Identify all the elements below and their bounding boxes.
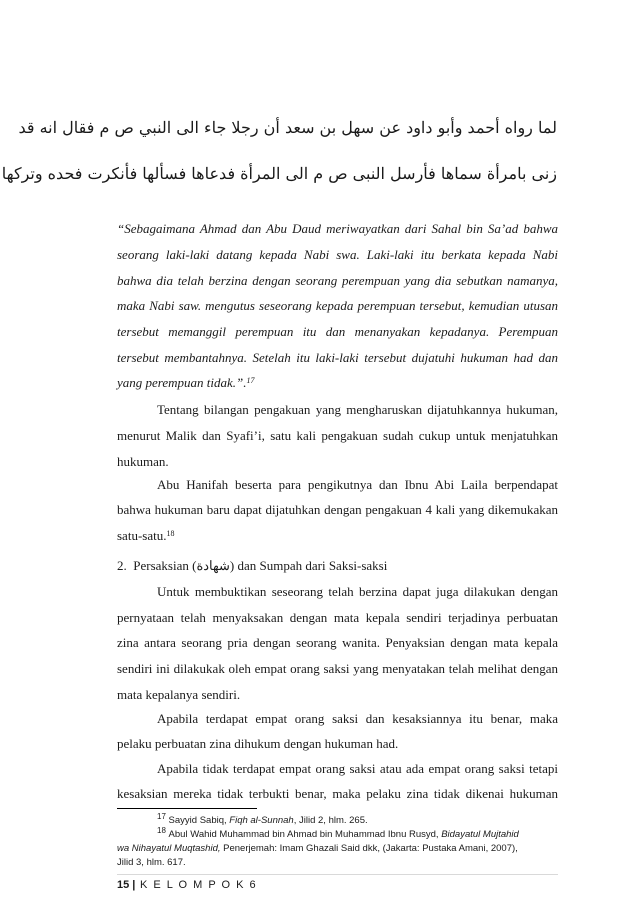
- section-title-arabic: شهادة: [196, 559, 230, 574]
- footnote-text: Penerjemah: Imam Ghazali Said dkk, (Jakarta: Pustaka Amani, 2007),: [220, 843, 518, 854]
- translation-line: maka Nabi saw. mengutus seseorang kepada perempuan tersebut, kemudian utusan: [117, 298, 558, 313]
- paragraph-line: pelaku perbuatan zina dihukum dengan hukuman had.: [117, 736, 399, 751]
- translation-line: “Sebagaimana Ahmad dan Abu Daud meriwayatkan dari Sahal bin Sa’ad bahwa: [117, 221, 558, 236]
- arabic-text-line-1: لما رواه أحمد وأبو داود عن سهل بن سعد أن رجلا جاء الى النبي ص م فقال انه قد: [18, 118, 557, 137]
- footer-rule: [117, 874, 558, 875]
- footnote-18-line-3: Jilid 3, hlm. 617.: [117, 857, 186, 868]
- section-title-end: ) dan Sumpah dari Saksi-saksi: [229, 558, 388, 573]
- section-heading: [117, 558, 387, 575]
- paragraph-line: Untuk membuktikan seseorang telah berzina dapat juga dilakukan dengan: [157, 584, 558, 599]
- paragraph-line: Abu Hanifah beserta para pengikutnya dan Ibnu Abi Laila berpendapat: [157, 477, 558, 492]
- footnote-text: , Jilid 2, hlm. 265.: [293, 815, 368, 826]
- paragraph-line: zina antara seorang pria dengan seorang wanita. Penyaksian dengan mata kepala: [117, 635, 558, 650]
- footnote-18: [117, 828, 558, 842]
- paragraph-line: kesaksian mereka tidak terbukti benar, maka pelaku zina tidak dikenai hukuman: [117, 786, 558, 801]
- paragraph-line: menurut Malik dan Syafi’i, satu kali pengakuan sudah cukup untuk menjatuhkan: [117, 428, 558, 443]
- paragraph-line: Tentang bilangan pengakuan yang mengharuskan dijatuhkannya hukuman,: [157, 402, 558, 417]
- page-number: 15: [117, 879, 130, 891]
- paragraph-line: mata kepalanya sendiri.: [117, 687, 241, 702]
- paragraph-line: hukuman.: [117, 454, 169, 469]
- paragraph-line: bahwa hukuman baru dapat dijatuhkan dengan pengakuan 4 kali yang dikemukakan: [117, 502, 558, 517]
- footnote-ref-18[interactable]: 18: [166, 529, 175, 538]
- footnote-18-line-2: [117, 842, 558, 856]
- footnote-text: Abul Wahid Muhammad bin Ahmad bin Muhammad Ibnu Rusyd,: [168, 829, 442, 840]
- translation-line: bahwa dia telah berzina dengan seorang perempuan yang dia sebutkan namanya,: [117, 273, 558, 288]
- translation-line: tersebut membantahnya. Setelah itu laki-laki tersebut dujatuhi hukuman had dan: [117, 350, 558, 365]
- footnote-title: Bidayatul Mujtahid: [441, 829, 519, 840]
- paragraph-line: pernyataan telah menyaksakan dengan mata kepala sendiri terjadinya perbuatan: [117, 610, 558, 625]
- translation-line: tersebut memanggil perempuan itu dan menanyakan kepadanya. Perempuan: [117, 324, 558, 339]
- section-title-start: Persaksian (: [133, 558, 197, 573]
- section-number: 2.: [117, 558, 127, 573]
- footnote-number: 17: [157, 812, 166, 821]
- translation-line-last: [117, 375, 558, 391]
- translation-text: yang perempuan tidak.”.: [117, 375, 247, 390]
- footnote-title: Fiqh al-Sunnah: [229, 815, 294, 826]
- footnote-ref-17[interactable]: 17: [246, 376, 255, 385]
- arabic-text-line-2: زنى بامرأة سماها فأرسل النبى ص م الى المرأة فدعاها فسألها فأنكرت فحده وتركها: [1, 164, 557, 183]
- paragraph-line: Apabila terdapat empat orang saksi dan kesaksiannya itu benar, maka: [157, 711, 558, 726]
- page-footer: [117, 879, 257, 891]
- footnote-number: 18: [157, 826, 166, 835]
- footer-separator: |: [129, 879, 136, 891]
- translation-line: seorang laki-laki datang kepada Nabi swa. Laki-laki itu berkata kepada Nabi: [117, 247, 558, 262]
- footnote-text: Sayyid Sabiq,: [168, 815, 230, 826]
- paragraph-text: satu-satu.: [117, 528, 167, 543]
- paragraph-line: Apabila tidak terdapat empat orang saksi atau ada empat orang saksi tetapi: [157, 761, 558, 776]
- paragraph-line: sendiri ini dilakukak oleh empat orang saksi yang menyatakan telah melihat dengan: [117, 661, 558, 676]
- footnote-title: wa Nihayatul Muqtashid,: [117, 843, 221, 854]
- footnote-17: [117, 814, 558, 828]
- footer-label: K E L O M P O K 6: [139, 879, 258, 891]
- footnote-separator: [117, 808, 257, 809]
- paragraph-line-last: [117, 528, 558, 544]
